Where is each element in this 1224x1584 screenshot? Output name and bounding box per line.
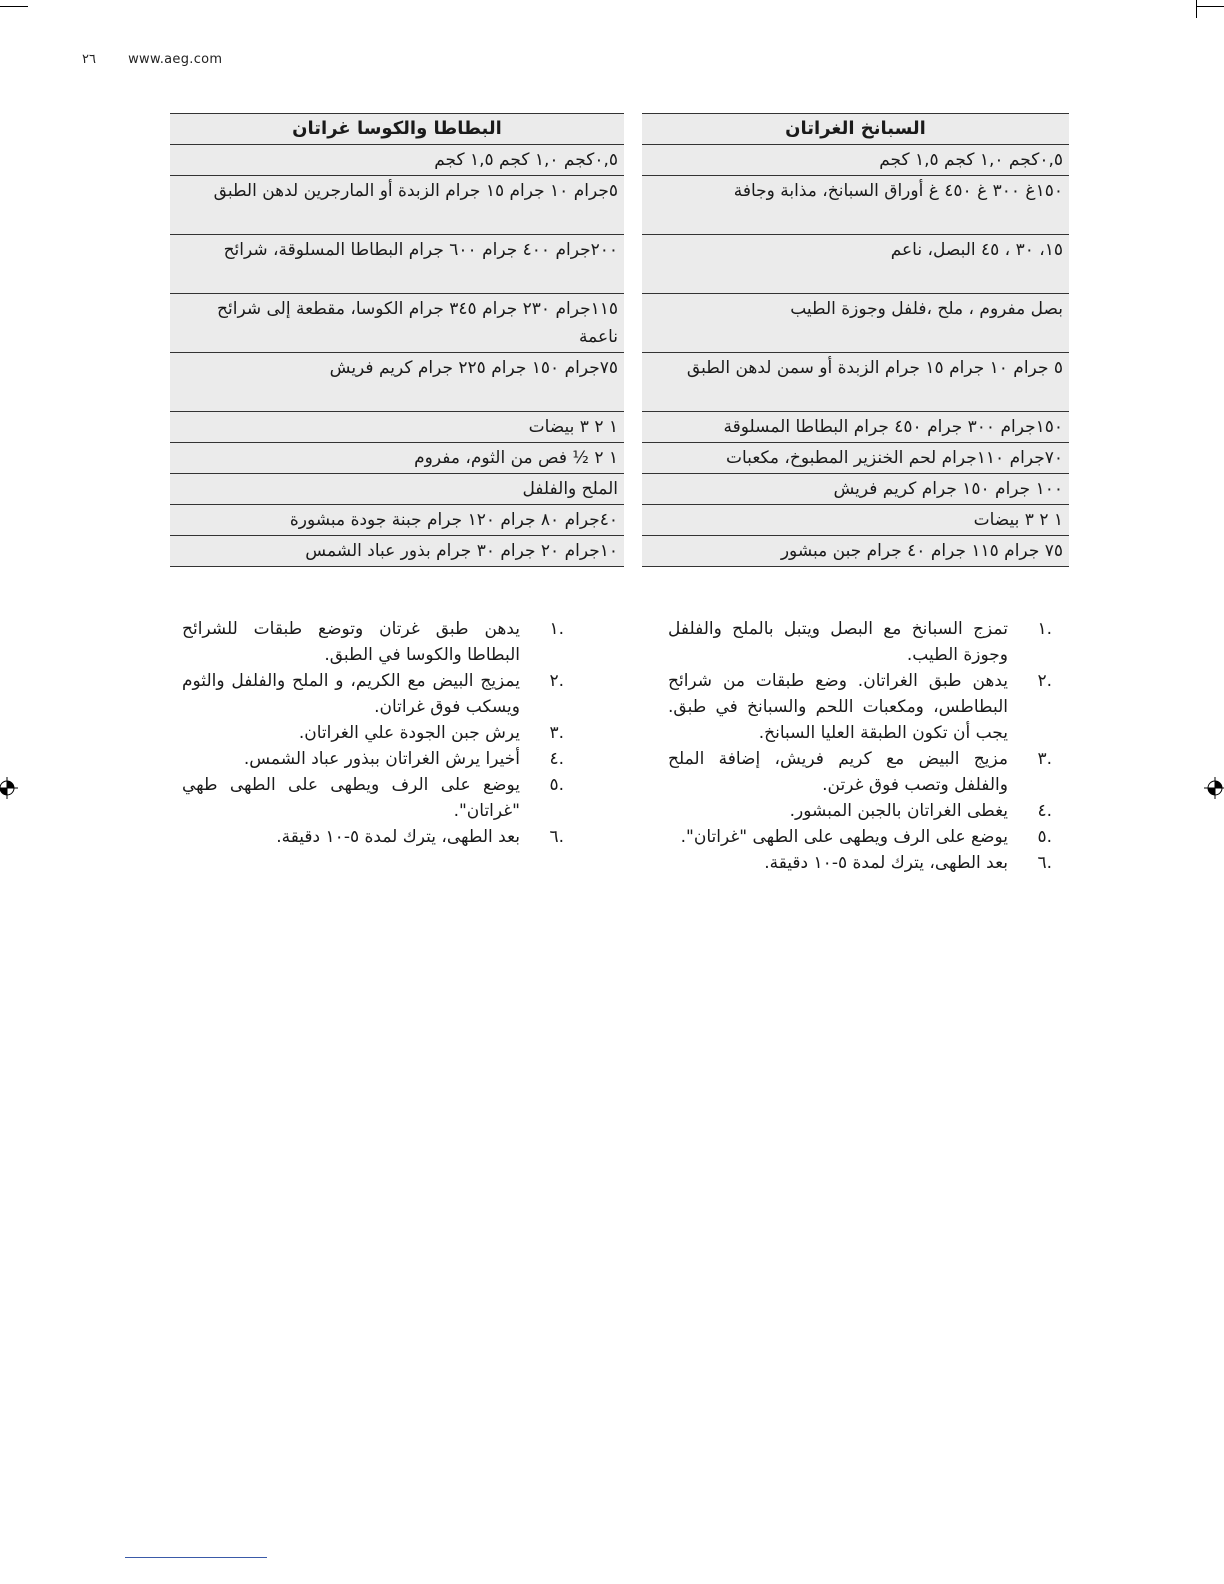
step-number: .٢: [549, 671, 564, 691]
ingredient-row: الملح والفلفل: [170, 474, 624, 505]
crop-mark: [1196, 0, 1197, 18]
step-item: [182, 668, 564, 720]
ingredient-row: ٠,٥كجم ١,٠ كجم ١,٥ كجم: [170, 145, 624, 176]
step-text: يرش جبن الجودة علي الغراتان.: [298, 723, 520, 743]
page-header: [82, 52, 222, 67]
step-item: [182, 772, 564, 824]
step-text: يغطى الغراتان بالجبن المبشور.: [789, 801, 1008, 821]
step-text: بعد الطهى، يترك لمدة ٥-١٠ دقيقة.: [276, 827, 520, 847]
step-item: [182, 616, 564, 668]
ingredient-row: ٢٠٠جرام ٤٠٠ جرام ٦٠٠ جرام البطاطا المسلوقة، شرائح: [170, 235, 624, 294]
ingredient-row: ١ ٢ ٣ بيضات: [170, 412, 624, 443]
footer-rule: [125, 1557, 267, 1558]
recipe-title: السبانخ الغراتان: [642, 114, 1069, 145]
ingredient-row: ٥ جرام ١٠ جرام ١٥ جرام الزبدة أو سمن لدهن الطبق: [642, 353, 1069, 412]
ingredient-row: ١٥٠جرام ٣٠٠ جرام ٤٥٠ جرام البطاطا المسلوقة: [642, 412, 1069, 443]
step-item: [668, 824, 1052, 850]
step-text: يمزيج البيض مع الكريم، و الملح والفلفل والثوم ويسكب فوق غراتان.: [182, 671, 520, 717]
ingredient-row: بصل مفروم ، ملح ،فلفل وجوزة الطيب: [642, 294, 1069, 353]
step-item: [668, 798, 1052, 824]
step-number: .٤: [549, 749, 564, 769]
step-number: .٣: [549, 723, 564, 743]
step-number: .٦: [1037, 853, 1052, 873]
step-item: [668, 668, 1052, 746]
ingredient-row: ٤٠جرام ٨٠ جرام ١٢٠ جرام جبنة جودة مبشورة: [170, 505, 624, 536]
step-number: .١: [549, 619, 564, 639]
crop-mark: [0, 6, 28, 7]
step-text: يدهن طبق غرتان وتوضع طبقات للشرائح البطاطا والكوسا في الطبق.: [182, 619, 520, 665]
step-text: تمزج السبانخ مع البصل ويتبل بالملح والفلفل وجوزة الطيب.: [668, 619, 1008, 665]
spinach-gratin-ingredients-table: [642, 113, 1069, 567]
step-text: يوضع على الرف ويطهى على الطهى "غراتان".: [680, 827, 1008, 847]
potato-zucchini-gratin-ingredients-table: [170, 113, 624, 567]
ingredient-row: ١ ٢ ٣ بيضات: [642, 505, 1069, 536]
potato-zucchini-gratin-steps: [182, 616, 564, 850]
ingredient-row: ١٥٠غ ٣٠٠ غ ٤٥٠ غ أوراق السبانخ، مذابة وجافة: [642, 176, 1069, 235]
step-item: [182, 720, 564, 746]
step-number: .٣: [1037, 749, 1052, 769]
step-text: بعد الطهى، يترك لمدة ٥-١٠ دقيقة.: [764, 853, 1008, 873]
ingredient-row: ١٥، ٣٠ ، ٤٥ البصل، ناعم: [642, 235, 1069, 294]
step-item: [182, 746, 564, 772]
page-number: ٢٦: [82, 52, 96, 67]
step-number: .٥: [1037, 827, 1052, 847]
registration-mark-icon: [1204, 777, 1224, 799]
ingredient-row: ١٠٠ جرام ١٥٠ جرام كريم فريش: [642, 474, 1069, 505]
step-item: [182, 824, 564, 850]
website-link[interactable]: www.aeg.com: [128, 52, 223, 67]
ingredient-row: ٠,٥كجم ١,٠ كجم ١,٥ كجم: [642, 145, 1069, 176]
step-text: مزيج البيض مع كريم فريش، إضافة الملح والفلفل وتصب فوق غرتن.: [668, 749, 1008, 795]
step-item: [668, 616, 1052, 668]
spinach-gratin-steps: [668, 616, 1052, 876]
step-text: يدهن طبق الغراتان. وضع طبقات من شرائح البطاطس، ومكعبات اللحم والسبانخ في طبق. يجب أن تكون الطبقة العليا السبانخ.: [668, 671, 1008, 743]
step-number: .١: [1037, 619, 1052, 639]
registration-mark-icon: [0, 777, 18, 799]
step-number: .٢: [1037, 671, 1052, 691]
step-text: يوضع على الرف ويطهى على الطهى طهي "غراتان".: [182, 775, 520, 821]
step-number: .٤: [1037, 801, 1052, 821]
ingredient-row: ٧٥ جرام ١١٥ جرام ٤٠ جرام جبن مبشور: [642, 536, 1069, 567]
step-number: .٦: [549, 827, 564, 847]
recipe-title: البطاطا والكوسا غراتان: [170, 114, 624, 145]
step-item: [668, 746, 1052, 798]
ingredient-row: ١ ٢ ½ فص من الثوم، مفروم: [170, 443, 624, 474]
ingredient-row: ٧٥جرام ١٥٠ جرام ٢٢٥ جرام كريم فريش: [170, 353, 624, 412]
ingredient-row: ٥جرام ١٠ جرام ١٥ جرام الزبدة أو المارجرين لدهن الطبق: [170, 176, 624, 235]
step-text: أخيرا يرش الغراتان ببذور عباد الشمس.: [243, 749, 520, 769]
crop-mark: [1196, 6, 1224, 7]
ingredient-row: ١٠جرام ٢٠ جرام ٣٠ جرام بذور عباد الشمس: [170, 536, 624, 567]
step-item: [668, 850, 1052, 876]
ingredient-row: ١١٥جرام ٢٣٠ جرام ٣٤٥ جرام الكوسا، مقطعة إلى شرائح ناعمة: [170, 294, 624, 353]
ingredient-row: ٧٠جرام ١١٠جرام لحم الخنزير المطبوخ، مكعبات: [642, 443, 1069, 474]
step-number: .٥: [549, 775, 564, 795]
